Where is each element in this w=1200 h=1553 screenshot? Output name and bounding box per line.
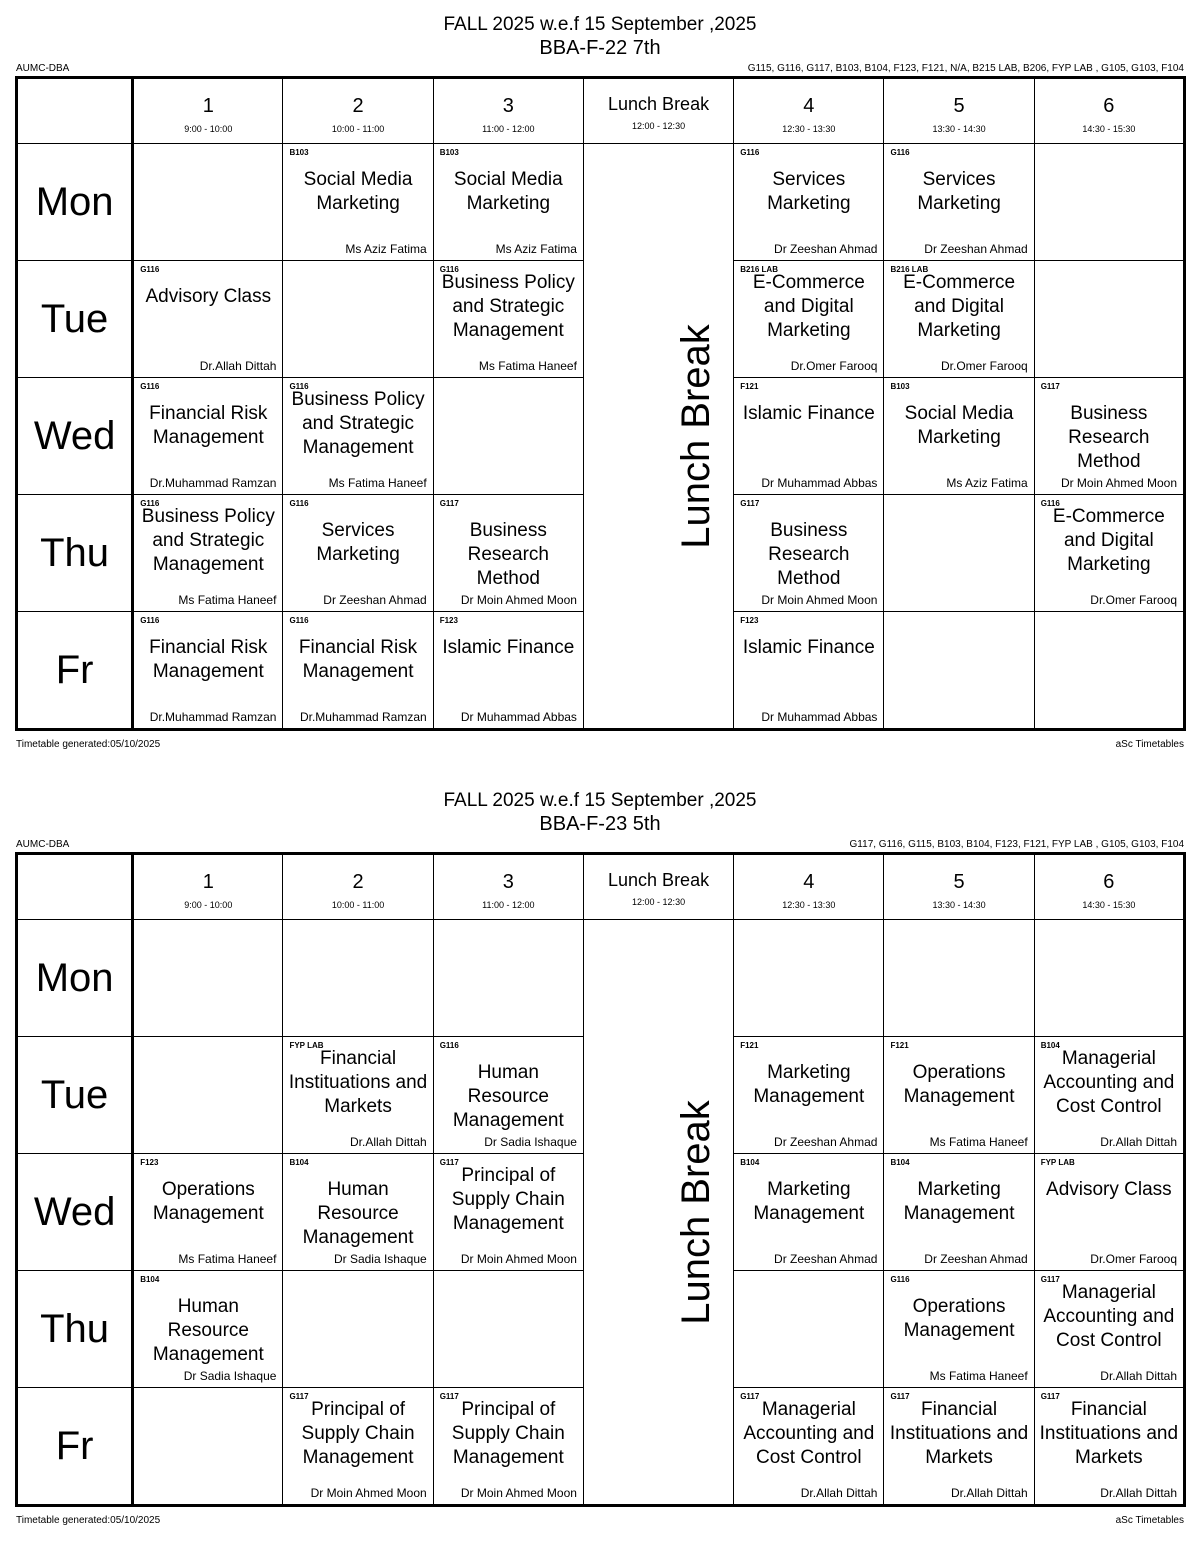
teacher-name: Dr Zeeshan Ahmad xyxy=(774,1135,878,1149)
subject-name: Principal of Supply Chain Management xyxy=(451,1399,565,1468)
room-code: F123 xyxy=(740,616,759,625)
subject-name: Human Resource Management xyxy=(302,1179,414,1248)
teacher-name: Dr.Omer Farooq xyxy=(790,359,878,373)
room-code: F121 xyxy=(740,382,759,391)
subject-name: E-Commerce and Digital Marketing xyxy=(1052,506,1165,575)
subject-name: Financial Risk Management xyxy=(149,403,268,448)
period-number: 4 xyxy=(803,870,815,893)
period-header xyxy=(433,854,583,920)
rooms-list: G115, G116, G117, B103, B104, F123, F121, N/A, B215 LAB, B206, FYP LAB , G105, G103, F104 xyxy=(747,63,1184,74)
class-slot xyxy=(433,1388,583,1506)
class-slot xyxy=(734,378,884,495)
period-time: 11:00 - 12:00 xyxy=(482,123,535,134)
subject-name: Principal of Supply Chain Management xyxy=(451,1165,565,1234)
class-slot xyxy=(433,378,583,495)
room-code: G117 xyxy=(1040,382,1060,391)
period-time: 13:30 - 14:30 xyxy=(932,899,986,910)
teacher-name: Dr Moin Ahmed Moon xyxy=(1060,476,1177,490)
room-code: FYP LAB xyxy=(289,1041,324,1050)
room-code: F121 xyxy=(740,1041,759,1050)
teacher-name: Dr.Omer Farooq xyxy=(1090,593,1177,607)
room-code: G116 xyxy=(1040,499,1060,508)
day-label: Fr xyxy=(17,612,133,730)
org-label: AUMC-DBA xyxy=(16,839,70,850)
day-label: Wed xyxy=(17,378,133,495)
subject-name: Financial Instituations and Markets xyxy=(288,1048,428,1117)
subject-name: Business Research Method xyxy=(768,520,850,589)
class-slot xyxy=(133,144,283,261)
teacher-name: Dr.Muhammad Ramzan xyxy=(149,476,277,490)
day-label: Tue xyxy=(17,261,133,378)
room-code: F123 xyxy=(140,1158,159,1167)
class-slot xyxy=(884,1037,1034,1154)
subject-name: Human Resource Management xyxy=(152,1296,264,1365)
period-number: 3 xyxy=(502,94,514,117)
teacher-name: Dr Zeeshan Ahmad xyxy=(774,242,878,256)
subject-name: Operations Management xyxy=(903,1296,1015,1341)
teacher-name: Dr Sadia Ishaque xyxy=(183,1369,277,1383)
class-slot xyxy=(734,261,884,378)
room-code: G117 xyxy=(740,499,760,508)
teacher-name: Dr.Muhammad Ramzan xyxy=(149,710,277,724)
room-code: G117 xyxy=(1040,1392,1060,1401)
room-code: B104 xyxy=(140,1275,160,1284)
teacher-name: Dr.Allah Dittah xyxy=(1100,1369,1177,1383)
class-slot xyxy=(884,1271,1034,1388)
class-slot xyxy=(734,920,884,1037)
subject-name: Advisory Class xyxy=(1046,1179,1172,1200)
teacher-name: Ms Fatima Haneef xyxy=(929,1369,1028,1383)
day-label: Tue xyxy=(17,1037,133,1154)
class-slot xyxy=(283,1271,433,1388)
class-slot xyxy=(283,261,433,378)
lunch-header-time: 12:00 - 12:30 xyxy=(632,896,686,907)
class-slot xyxy=(884,261,1034,378)
subject-name: Human Resource Management xyxy=(452,1062,564,1131)
day-label: Wed xyxy=(17,1154,133,1271)
teacher-name: Dr.Allah Dittah xyxy=(1100,1486,1177,1500)
teacher-name: Dr.Allah Dittah xyxy=(950,1486,1028,1500)
subject-name: Islamic Finance xyxy=(742,637,875,658)
class-slot xyxy=(283,920,433,1037)
period-header xyxy=(133,854,283,920)
period-number: 5 xyxy=(953,870,965,893)
room-code: G116 xyxy=(740,148,760,157)
day-label: Mon xyxy=(17,144,133,261)
teacher-name: Dr Zeeshan Ahmad xyxy=(774,1252,878,1266)
class-slot xyxy=(1034,920,1184,1037)
class-slot xyxy=(734,1388,884,1506)
period-header xyxy=(884,854,1034,920)
period-number: 6 xyxy=(1103,94,1115,117)
period-time: 10:00 - 11:00 xyxy=(331,899,385,910)
room-code: B216 LAB xyxy=(890,265,929,274)
teacher-name: Dr Muhammad Abbas xyxy=(460,710,577,724)
teacher-name: Dr Moin Ahmed Moon xyxy=(310,1486,427,1500)
org-label: AUMC-DBA xyxy=(16,63,70,74)
class-slot xyxy=(133,612,283,730)
period-time: 9:00 - 10:00 xyxy=(184,899,233,910)
room-code: G116 xyxy=(140,382,160,391)
timetable-grid xyxy=(15,852,1186,1507)
subject-name: Marketing Management xyxy=(753,1179,865,1224)
subject-name: Marketing Management xyxy=(903,1179,1015,1224)
class-slot xyxy=(1034,378,1184,495)
teacher-name: Dr Zeeshan Ahmad xyxy=(323,593,427,607)
corner-cell xyxy=(17,854,133,920)
room-code: B104 xyxy=(1040,1041,1060,1050)
class-slot xyxy=(133,1271,283,1388)
software-credit: aSc Timetables xyxy=(1115,1515,1184,1526)
subject-name: Financial Risk Management xyxy=(298,637,418,682)
period-number: 2 xyxy=(352,94,364,117)
period-time: 14:30 - 15:30 xyxy=(1082,899,1136,910)
subject-name: Financial Instituations and Markets xyxy=(889,1399,1029,1468)
period-number: 4 xyxy=(803,94,815,117)
class-slot xyxy=(283,1037,433,1154)
subject-name: Business Policy and Strategic Management xyxy=(441,272,575,341)
teacher-name: Ms Fatima Haneef xyxy=(178,593,277,607)
period-time: 11:00 - 12:00 xyxy=(482,899,535,910)
teacher-name: Ms Aziz Fatima xyxy=(345,242,427,256)
class-slot xyxy=(283,144,433,261)
subject-name: Services Marketing xyxy=(767,169,851,214)
day-label: Mon xyxy=(17,920,133,1037)
period-header xyxy=(133,78,283,144)
teacher-name: Dr.Omer Farooq xyxy=(1090,1252,1177,1266)
subject-name: Financial Instituations and Markets xyxy=(1039,1399,1179,1468)
period-header xyxy=(734,854,884,920)
class-slot xyxy=(1034,1037,1184,1154)
class-slot xyxy=(734,495,884,612)
class-slot xyxy=(433,1271,583,1388)
subject-name: Business Research Method xyxy=(467,520,549,589)
lunch-header xyxy=(583,78,733,144)
timetable-title: FALL 2025 w.e.f 15 September ,2025 xyxy=(443,14,757,35)
subject-name: Managerial Accounting and Cost Control xyxy=(1043,1048,1175,1117)
subject-name: Social Media Marketing xyxy=(453,169,563,214)
room-code: G116 xyxy=(890,148,910,157)
room-code: G117 xyxy=(740,1392,760,1401)
room-code: G116 xyxy=(289,382,309,391)
teacher-name: Dr.Allah Dittah xyxy=(1100,1135,1177,1149)
day-row xyxy=(17,920,1185,1037)
class-slot xyxy=(884,920,1034,1037)
class-slot xyxy=(133,495,283,612)
class-slot xyxy=(133,1037,283,1154)
class-slot xyxy=(133,920,283,1037)
room-code: B103 xyxy=(439,148,459,157)
class-slot xyxy=(734,144,884,261)
period-number: 2 xyxy=(352,870,364,893)
subject-name: Business Research Method xyxy=(1068,403,1150,472)
subject-name: Islamic Finance xyxy=(742,403,875,424)
class-name: BBA-F-22 7th xyxy=(539,37,661,59)
class-slot xyxy=(884,1388,1034,1506)
period-number: 5 xyxy=(953,94,965,117)
class-slot xyxy=(283,378,433,495)
teacher-name: Ms Fatima Haneef xyxy=(929,1135,1028,1149)
generated-note: Timetable generated:05/10/2025 xyxy=(16,739,161,750)
lunch-header-time: 12:00 - 12:30 xyxy=(632,120,686,131)
room-code: G116 xyxy=(439,265,459,274)
period-header xyxy=(1034,78,1184,144)
class-slot xyxy=(734,612,884,730)
teacher-name: Dr Moin Ahmed Moon xyxy=(460,1486,577,1500)
class-slot xyxy=(884,495,1034,612)
subject-name: E-Commerce and Digital Marketing xyxy=(903,272,1016,341)
room-code: G116 xyxy=(140,616,160,625)
teacher-name: Dr.Allah Dittah xyxy=(800,1486,878,1500)
teacher-name: Dr Moin Ahmed Moon xyxy=(460,593,577,607)
period-header xyxy=(283,78,433,144)
teacher-name: Dr Moin Ahmed Moon xyxy=(460,1252,577,1266)
teacher-name: Dr.Allah Dittah xyxy=(349,1135,427,1149)
room-code: G117 xyxy=(890,1392,910,1401)
period-time: 12:30 - 13:30 xyxy=(782,123,836,134)
teacher-name: Dr.Omer Farooq xyxy=(940,359,1028,373)
day-label: Thu xyxy=(17,495,133,612)
subject-name: Social Media Marketing xyxy=(904,403,1014,448)
class-slot xyxy=(884,1154,1034,1271)
period-time: 12:30 - 13:30 xyxy=(782,899,836,910)
lunch-break-label: Lunch Break xyxy=(673,1099,718,1325)
subject-name: Financial Risk Management xyxy=(149,637,268,682)
subject-name: Business Policy and Strategic Management xyxy=(291,389,425,458)
day-row xyxy=(17,144,1185,261)
period-header xyxy=(1034,854,1184,920)
class-slot xyxy=(734,1037,884,1154)
period-number: 6 xyxy=(1103,870,1115,893)
class-slot xyxy=(1034,144,1184,261)
corner-cell xyxy=(17,78,133,144)
class-slot xyxy=(133,378,283,495)
teacher-name: Dr Sadia Ishaque xyxy=(484,1135,577,1149)
teacher-name: Ms Aziz Fatima xyxy=(495,242,577,256)
timetable-title: FALL 2025 w.e.f 15 September ,2025 xyxy=(443,790,757,811)
room-code: G116 xyxy=(439,1041,459,1050)
room-code: B216 LAB xyxy=(740,265,778,274)
room-code: G116 xyxy=(289,499,309,508)
teacher-name: Dr.Allah Dittah xyxy=(199,359,277,373)
subject-name: E-Commerce and Digital Marketing xyxy=(752,272,865,341)
class-slot xyxy=(133,1154,283,1271)
teacher-name: Ms Aziz Fatima xyxy=(946,476,1028,490)
room-code: FYP LAB xyxy=(1040,1158,1075,1167)
subject-name: Services Marketing xyxy=(917,169,1001,214)
lunch-break-column xyxy=(583,144,733,730)
period-time: 9:00 - 10:00 xyxy=(184,123,233,134)
lunch-header-label: Lunch Break xyxy=(608,93,710,114)
room-code: G116 xyxy=(890,1275,910,1284)
room-code: B104 xyxy=(740,1158,760,1167)
teacher-name: Dr Moin Ahmed Moon xyxy=(761,593,878,607)
class-slot xyxy=(133,1388,283,1506)
subject-name: Business Policy and Strategic Management xyxy=(141,506,275,575)
period-header xyxy=(884,78,1034,144)
class-slot xyxy=(734,1154,884,1271)
teacher-name: Dr Sadia Ishaque xyxy=(333,1252,427,1266)
subject-name: Managerial Accounting and Cost Control xyxy=(743,1399,875,1468)
period-header xyxy=(283,854,433,920)
class-slot xyxy=(283,495,433,612)
teacher-name: Ms Fatima Haneef xyxy=(478,359,577,373)
class-slot xyxy=(283,1154,433,1271)
teacher-name: Dr Muhammad Abbas xyxy=(761,710,878,724)
room-code: G116 xyxy=(140,265,160,274)
day-label: Fr xyxy=(17,1388,133,1506)
room-code: G117 xyxy=(439,1392,459,1401)
generated-note: Timetable generated:05/10/2025 xyxy=(16,1515,161,1526)
lunch-header-label: Lunch Break xyxy=(608,869,710,890)
period-number: 3 xyxy=(502,870,514,893)
rooms-list: G117, G116, G115, B103, B104, F123, F121, FYP LAB , G105, G103, F104 xyxy=(849,839,1184,850)
period-number: 1 xyxy=(202,94,214,117)
subject-name: Islamic Finance xyxy=(442,637,575,658)
lunch-header xyxy=(583,854,733,920)
day-label: Thu xyxy=(17,1271,133,1388)
subject-name: Advisory Class xyxy=(145,286,272,307)
class-slot xyxy=(734,1271,884,1388)
period-time: 10:00 - 11:00 xyxy=(331,123,385,134)
class-name: BBA-F-23 5th xyxy=(539,813,661,835)
subject-name: Principal of Supply Chain Management xyxy=(301,1399,415,1468)
teacher-name: Dr Zeeshan Ahmad xyxy=(924,1252,1028,1266)
room-code: B104 xyxy=(289,1158,309,1167)
room-code: G117 xyxy=(439,1158,459,1167)
class-slot xyxy=(1034,1388,1184,1506)
teacher-name: Ms Fatima Haneef xyxy=(178,1252,277,1266)
teacher-name: Dr Zeeshan Ahmad xyxy=(924,242,1028,256)
subject-name: Managerial Accounting and Cost Control xyxy=(1043,1282,1175,1351)
room-code: B103 xyxy=(289,148,309,157)
class-slot xyxy=(433,495,583,612)
class-slot xyxy=(433,920,583,1037)
class-slot xyxy=(1034,495,1184,612)
software-credit: aSc Timetables xyxy=(1115,739,1184,750)
class-slot xyxy=(884,612,1034,730)
class-slot xyxy=(133,261,283,378)
class-slot xyxy=(283,612,433,730)
class-slot xyxy=(884,378,1034,495)
lunch-break-column xyxy=(583,920,733,1506)
period-header xyxy=(433,78,583,144)
class-slot xyxy=(433,1154,583,1271)
class-slot xyxy=(433,612,583,730)
room-code: G117 xyxy=(439,499,459,508)
room-code: G117 xyxy=(1040,1275,1060,1284)
class-slot xyxy=(433,1037,583,1154)
timetable-grid xyxy=(15,76,1186,731)
room-code: G116 xyxy=(289,616,309,625)
class-slot xyxy=(283,1388,433,1506)
period-time: 13:30 - 14:30 xyxy=(932,123,986,134)
subject-name: Marketing Management xyxy=(753,1062,865,1107)
period-time: 14:30 - 15:30 xyxy=(1082,123,1136,134)
teacher-name: Dr Muhammad Abbas xyxy=(761,476,878,490)
class-slot xyxy=(1034,612,1184,730)
room-code: G116 xyxy=(140,499,160,508)
subject-name: Operations Management xyxy=(903,1062,1015,1107)
room-code: F123 xyxy=(439,616,458,625)
subject-name: Social Media Marketing xyxy=(303,169,413,214)
class-slot xyxy=(433,261,583,378)
room-code: B104 xyxy=(890,1158,910,1167)
lunch-break-label: Lunch Break xyxy=(673,323,718,549)
period-number: 1 xyxy=(202,870,214,893)
class-slot xyxy=(1034,1271,1184,1388)
period-header xyxy=(734,78,884,144)
room-code: B103 xyxy=(890,382,910,391)
teacher-name: Ms Fatima Haneef xyxy=(328,476,427,490)
class-slot xyxy=(1034,1154,1184,1271)
class-slot xyxy=(433,144,583,261)
room-code: F121 xyxy=(890,1041,909,1050)
class-slot xyxy=(884,144,1034,261)
subject-name: Services Marketing xyxy=(316,520,400,565)
class-slot xyxy=(1034,261,1184,378)
teacher-name: Dr.Muhammad Ramzan xyxy=(299,710,427,724)
subject-name: Operations Management xyxy=(152,1179,264,1224)
room-code: G117 xyxy=(289,1392,309,1401)
